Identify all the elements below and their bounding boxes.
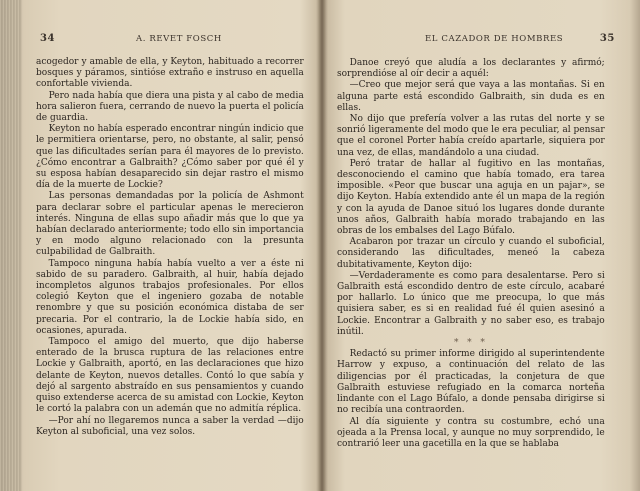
paragraph: Keyton no había esperado encontrar ningún indicio que le permitiera orientarse, pero, no obstante, al salir, pensó que las dificultades serían para él mayores de lo previsto. ¿Cómo encontrar a Galbraith? ¿Cómo saber por qué él y su esposa habían desaparecido sin dejar rastro el mismo día de la muerte de Lockie? xyxy=(36,123,304,191)
paragraph: Al día siguiente y contra su costumbre, echó una ojeada a la Prensa local, y aunque no muy sorprendido, le contrarió leer una gacetilla en la que se hablaba xyxy=(337,415,605,449)
paragraph: No dijo que prefería volver a las rutas del norte y se sonrió ligeramente del modo que le era peculiar, al pensar que el coronel Porter había creído apartarle, siquiera por una vez, de ellas, mandándolo a una ciudad. xyxy=(337,113,605,158)
paragraph: Peró tratar de hallar al fugitivo en las montañas, desconociendo el camino que había tomado, era tarea imposible. «Peor que buscar una aguja en un pajar», se dijo Keyton. Había extendido ante él un mapa de la región y con la ayuda de Danoe situó los lugares donde durante unos años, Galbraith había morado trabajando en las obras de los embalses del Lago Búfalo. xyxy=(337,157,605,237)
section-separator: * * * xyxy=(453,337,488,349)
right-running-head: EL CAZADOR DE HOMBRES xyxy=(425,34,564,44)
paragraph: Redactó su primer informe dirigido al superintendente Harrow y expuso, a continuación del relato de las diligencias por él practicadas, la conjetura de que Galbraith estuviese refugiado en la comarca norteña lindante con el Lago Búfalo, a donde pensaba dirigirse si no recibía una contraorden. xyxy=(337,348,605,416)
left-page-body xyxy=(36,56,304,437)
paragraph: Tampoco el amigo del muerto, que dijo haberse enterado de la brusca ruptura de las relaciones entre Lockie y Galbraith, aportó, en las declaraciones que hizo delante de Keyton, nuevos detalles. Contó lo que sabía y dejó al sargento abstraído en sus pensamientos y cuando quiso extenderse acerca de su amistad con Lockie, Keyton le cortó la palabra con un ademán que no admitía réplica. xyxy=(36,336,304,415)
paragraph: —Creo que mejor será que vaya a las montañas. Si en alguna parte está escondido Galbraith, sin duda es en ellas. xyxy=(337,79,605,113)
paragraph: Danoe creyó que aludía a los declarantes y afirmó; sorprendióse al oír decir a aquél: xyxy=(337,57,605,80)
paragraph: Tampoco ninguna había había vuelto a ver a éste ni sabido de su paradero. Galbraith, al huir, había dejado incompletos algunos trabajos profesionales. Por ellos colegió Keyton que el ingeniero gozaba de notable renombre y que su posición económica distaba de ser precaria. Por el contrario, la de Lockie había sido, en ocasiones, apurada. xyxy=(36,257,304,336)
right-page-body xyxy=(337,57,605,449)
right-page-number: 35 xyxy=(599,33,615,44)
right-page-header xyxy=(337,34,613,48)
page-edges xyxy=(0,0,22,491)
paragraph: Acabaron por trazar un círculo y cuando el suboficial, considerando las dificultades, meneó la cabeza dubitativamente, Keyton dijo: xyxy=(337,236,605,270)
book-gutter xyxy=(316,0,328,491)
paragraph: —Por ahí no llegaremos nunca a saber la verdad —dijo Keyton al suboficial, una vez solos. xyxy=(36,414,304,437)
left-running-head: A. REVET FOSCH xyxy=(136,34,222,44)
paragraph: acogedor y amable de ella, y Keyton, habituado a recorrer bosques y páramos, sintióse extraño e instruso en aquella confortable vivienda. xyxy=(36,56,304,90)
left-page-header xyxy=(36,34,312,48)
paragraph: —Verdaderamente es como para desalentarse. Pero si Galbraith está escondido dentro de este círculo, acabaré por hallarlo. Lo único que me preocupa, lo que más quisiera saber, es si en realidad fué él quien asesinó a Lockie. Encontrar a Galbraith y no saber eso, es trabajo inútil. xyxy=(337,269,605,337)
left-page xyxy=(36,0,312,491)
right-page xyxy=(337,0,613,491)
paragraph: Pero nada había que diera una pista y al cabo de media hora salieron fuera, cerrando de nuevo la puerta el policía de guardia. xyxy=(36,89,304,124)
left-page-number: 34 xyxy=(40,33,56,44)
paragraph: Las personas demandadas por la policía de Ashmont para declarar sobre el particular apenas le merecieron interés. Ninguna de ellas supo añadir más que lo que ya habían declarado anteriormente; todo ello sin importancia y en modo alguno relacionado con la presunta culpabilidad de Galbraith. xyxy=(36,190,304,258)
